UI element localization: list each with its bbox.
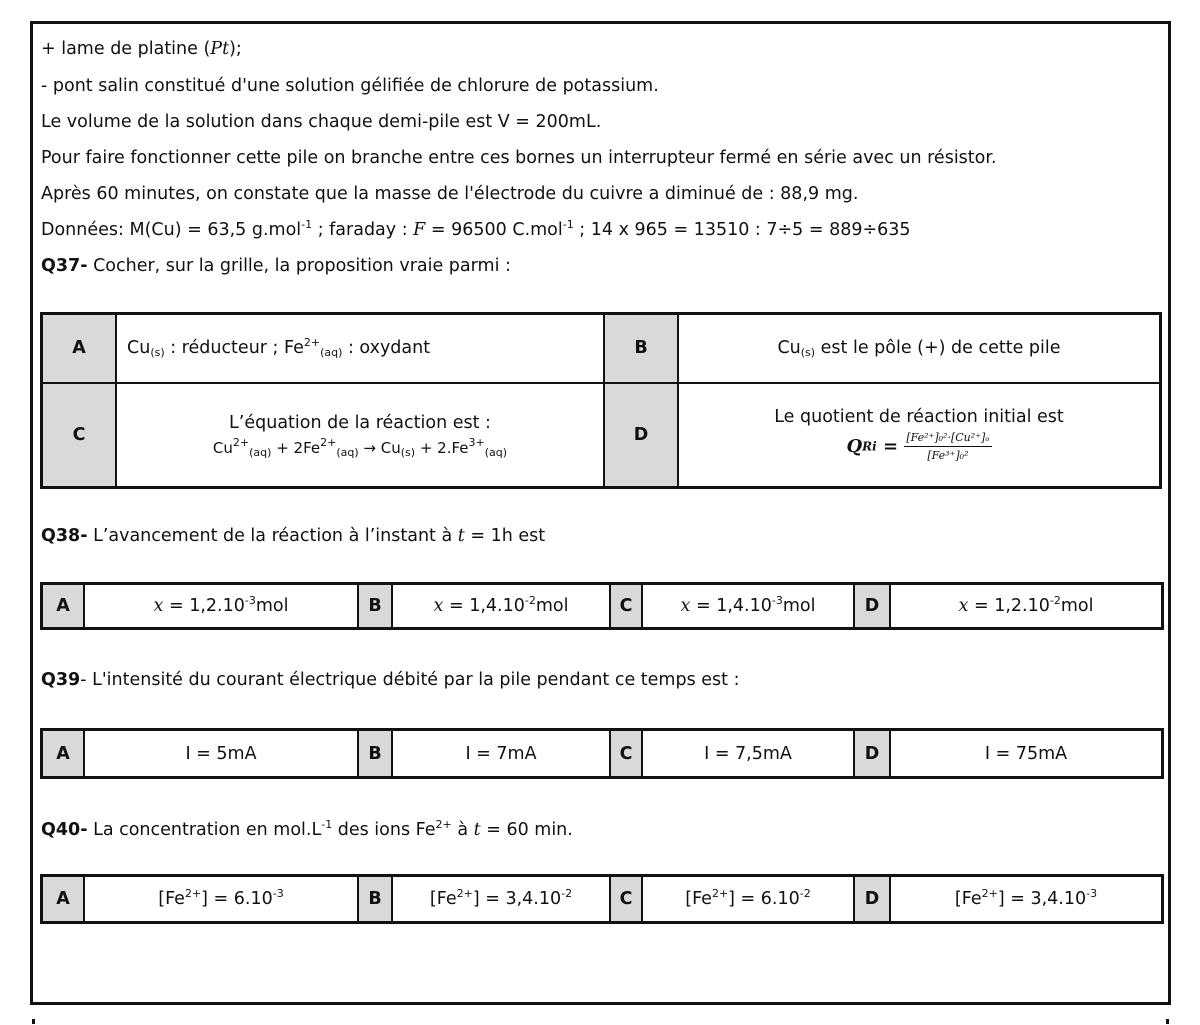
- q39-option-a-letter[interactable]: A: [42, 730, 85, 778]
- q38-option-c[interactable]: $x = 1,4.10^{-3}mol$: [642, 584, 854, 629]
- q38-option-c-letter[interactable]: C: [610, 584, 642, 629]
- q38-option-a[interactable]: $x = 1,2.10^{-3}mol$: [84, 584, 358, 629]
- q37-options-table: [40, 312, 1162, 489]
- q39-options-table: [40, 728, 1164, 779]
- q39-prompt: Q39- L'intensité du courant électrique débité par la pile pendant ce temps est :: [41, 670, 740, 690]
- q40-option-d-letter[interactable]: D: [854, 876, 890, 923]
- q39-option-a[interactable]: I = 5mA: [84, 730, 358, 778]
- q39-option-b-letter[interactable]: B: [358, 730, 392, 778]
- q40-option-c[interactable]: $[Fe^{2+}] = 6.10^{-2}$: [642, 876, 854, 923]
- q40-prompt: Q40- La concentration en $mol.L^{-1}$ des ions $Fe^{2+}$ à t = 60 min.: [41, 818, 573, 840]
- quotient-fraction: $\frac{\text{[Fe²⁺]₀²·[Cu²⁺]ₒ}}{\text{[Fe³⁺]₀²}}$: [906, 431, 990, 463]
- q40-option-d[interactable]: $[Fe^{2+}] = 3,4.10^{-3}$: [890, 876, 1163, 923]
- crop-mark-left: [32, 1019, 35, 1024]
- q37-option-c-equation: $Cu^{2+}_{(aq)} + 2Fe^{2+}_{(aq)} \to Cu_{(s)} + 2.Fe^{3+}_{(aq)}$: [212, 435, 508, 459]
- q38-option-d-letter[interactable]: D: [854, 584, 890, 629]
- q39-option-c[interactable]: I = 7,5mA: [642, 730, 854, 778]
- q39-option-b[interactable]: I = 7mA: [392, 730, 610, 778]
- intro-line-salt-bridge: - pont salin constitué d'une solution gélifiée de chlorure de potassium.: [41, 76, 659, 96]
- intro-line-mass: Après 60 minutes, on constate que la masse de l'électrode du cuivre a diminué de : 88,9 mg.: [41, 184, 859, 204]
- q40-option-b-letter[interactable]: B: [358, 876, 392, 923]
- q39-option-d-letter[interactable]: D: [854, 730, 890, 778]
- q37-option-a-letter[interactable]: A: [42, 314, 117, 383]
- intro-line-volume: Le volume de la solution dans chaque demi-pile est V = 200mL.: [41, 112, 602, 132]
- q38-option-b-letter[interactable]: B: [358, 584, 392, 629]
- q37-option-d[interactable]: [678, 383, 1161, 488]
- q37-option-d-formula: QRi = $\frac{\text{[Fe²⁺]₀²·[Cu²⁺]ₒ}}{\text{[Fe³⁺]₀²}}$: [846, 431, 990, 463]
- intro-line-platinum: + lame de platine (Pt);: [41, 39, 242, 59]
- crop-mark-right: [1166, 1019, 1169, 1024]
- q38-prompt: Q38- L’avancement de la réaction à l’instant à t = 1h est: [41, 526, 546, 546]
- q37-option-b[interactable]: $Cu_{(s)}$ est le pôle (+) de cette pile: [678, 314, 1161, 383]
- q40-option-a-letter[interactable]: A: [42, 876, 85, 923]
- q37-option-d-letter[interactable]: D: [604, 383, 678, 488]
- q38-option-d[interactable]: $x = 1,2.10^{-2}mol$: [890, 584, 1163, 629]
- q37-option-c[interactable]: [116, 383, 604, 488]
- exam-frame: [30, 21, 1171, 1005]
- q37-option-d-title: Le quotient de réaction initial est: [774, 407, 1064, 428]
- q37-option-c-letter[interactable]: C: [42, 383, 117, 488]
- q37-prompt: Q37- Cocher, sur la grille, la proposition vraie parmi :: [41, 256, 511, 276]
- q38-option-b[interactable]: $x = 1,4.10^{-2}mol$: [392, 584, 610, 629]
- q40-options-table: [40, 874, 1164, 924]
- intro-line-data: Données: M(Cu) = 63,5 g.mol$^{-1}$ ; faraday : F = 96500 C.mol$^{-1}$ ; 14 x 965 = 13510 : 7÷5 = 889÷635: [41, 218, 911, 240]
- q37-option-c-title: L’équation de la réaction est :: [229, 412, 491, 433]
- q40-option-c-letter[interactable]: C: [610, 876, 642, 923]
- q37-option-b-letter[interactable]: B: [604, 314, 678, 383]
- q39-option-d[interactable]: I = 75mA: [890, 730, 1163, 778]
- q40-option-b[interactable]: $[Fe^{2+}] = 3,4.10^{-2}$: [392, 876, 610, 923]
- q37-option-a[interactable]: $Cu_{(s)}$ : réducteur ; $Fe^{2+}_{(aq)}$ : oxydant: [116, 314, 604, 383]
- q38-options-table: [40, 582, 1164, 630]
- q40-option-a[interactable]: $[Fe^{2+}] = 6.10^{-3}$: [84, 876, 358, 923]
- q39-option-c-letter[interactable]: C: [610, 730, 642, 778]
- intro-line-circuit: Pour faire fonctionner cette pile on branche entre ces bornes un interrupteur fermé en série avec un résistor.: [41, 148, 997, 168]
- q38-option-a-letter[interactable]: A: [42, 584, 85, 629]
